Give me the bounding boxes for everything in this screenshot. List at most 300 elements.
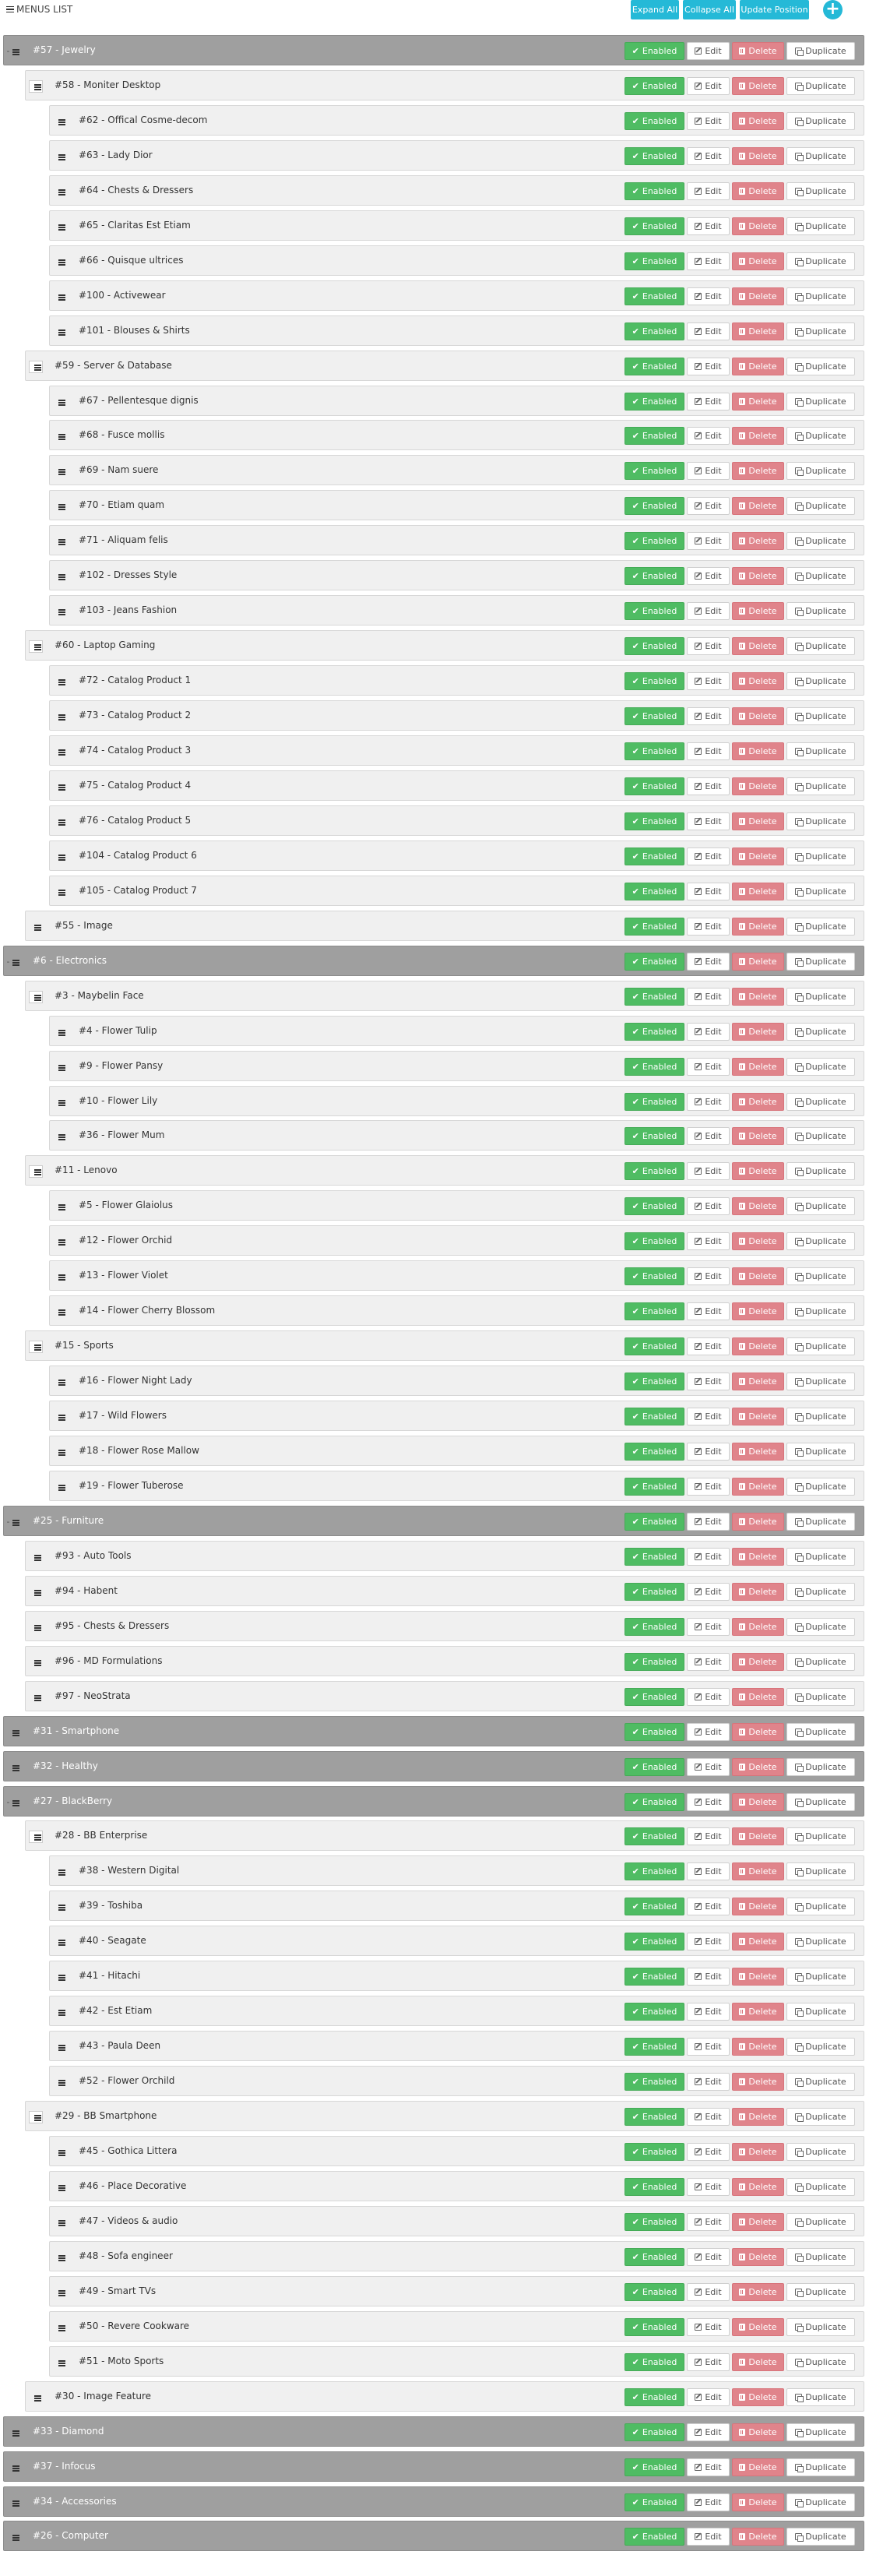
delete-button[interactable] — [732, 217, 784, 235]
menu-item-row[interactable] — [49, 735, 864, 766]
enabled-toggle-button[interactable] — [624, 1827, 684, 1845]
duplicate-button[interactable] — [786, 532, 855, 550]
drag-handle-icon[interactable] — [7, 1516, 21, 1528]
duplicate-button[interactable] — [786, 1093, 855, 1111]
delete-button[interactable] — [732, 1758, 784, 1776]
enabled-toggle-button[interactable] — [624, 637, 684, 655]
delete-button[interactable] — [732, 2073, 784, 2091]
delete-button[interactable] — [732, 252, 784, 270]
drag-handle-icon[interactable] — [53, 675, 67, 688]
drag-handle-icon[interactable] — [53, 605, 67, 618]
menu-item-row[interactable] — [49, 665, 864, 696]
drag-handle-icon[interactable] — [53, 1096, 67, 1108]
enabled-toggle-button[interactable] — [624, 777, 684, 795]
menu-item-row[interactable] — [49, 2171, 864, 2201]
edit-button[interactable] — [687, 672, 730, 690]
menu-item-row[interactable] — [49, 770, 864, 801]
menu-item-row[interactable] — [49, 700, 864, 731]
duplicate-button[interactable] — [786, 1513, 855, 1531]
duplicate-button[interactable] — [786, 1933, 855, 1951]
add-menu-button[interactable]: + — [823, 0, 843, 19]
enabled-toggle-button[interactable] — [624, 252, 684, 270]
drag-handle-icon[interactable] — [53, 291, 67, 303]
enabled-toggle-button[interactable] — [624, 2073, 684, 2091]
edit-button[interactable] — [687, 2493, 730, 2511]
delete-button[interactable] — [732, 462, 784, 480]
menu-item-row[interactable] — [49, 210, 864, 241]
enabled-toggle-button[interactable] — [624, 393, 684, 411]
edit-button[interactable] — [687, 287, 730, 305]
delete-button[interactable] — [732, 1162, 784, 1180]
duplicate-button[interactable] — [786, 812, 855, 830]
edit-button[interactable] — [687, 2528, 730, 2546]
edit-button[interactable] — [687, 147, 730, 165]
drag-handle-icon[interactable] — [53, 1026, 67, 1038]
duplicate-button[interactable] — [786, 2143, 855, 2161]
enabled-toggle-button[interactable] — [624, 322, 684, 340]
edit-button[interactable] — [687, 77, 730, 95]
duplicate-button[interactable] — [786, 672, 855, 690]
enabled-toggle-button[interactable] — [624, 182, 684, 200]
enabled-toggle-button[interactable] — [624, 1933, 684, 1951]
delete-button[interactable] — [732, 1093, 784, 1111]
menu-item-row[interactable] — [49, 1225, 864, 1256]
drag-handle-icon[interactable] — [29, 1621, 43, 1633]
menu-item-row[interactable] — [25, 2381, 864, 2412]
delete-button[interactable] — [732, 1478, 784, 1496]
delete-button[interactable] — [732, 2528, 784, 2546]
drag-handle-icon[interactable] — [53, 1446, 67, 1458]
edit-button[interactable] — [687, 112, 730, 130]
enabled-toggle-button[interactable] — [624, 42, 684, 60]
delete-button[interactable] — [732, 602, 784, 620]
drag-handle-icon[interactable] — [29, 991, 43, 1003]
enabled-toggle-button[interactable] — [624, 2458, 684, 2476]
menu-item-row[interactable] — [49, 1016, 864, 1046]
delete-button[interactable] — [732, 1267, 784, 1285]
edit-button[interactable] — [687, 2143, 730, 2161]
edit-button[interactable] — [687, 2248, 730, 2266]
edit-button[interactable] — [687, 1373, 730, 1390]
delete-button[interactable] — [732, 1302, 784, 1320]
drag-handle-icon[interactable] — [7, 2531, 21, 2543]
enabled-toggle-button[interactable] — [624, 2213, 684, 2231]
drag-handle-icon[interactable] — [53, 2041, 67, 2053]
edit-button[interactable] — [687, 497, 730, 515]
drag-handle-icon[interactable] — [53, 886, 67, 898]
drag-handle-icon[interactable] — [53, 2076, 67, 2088]
expand-all-button[interactable]: Expand All — [631, 0, 679, 19]
menu-item-row[interactable] — [49, 595, 864, 625]
menu-item-row[interactable] — [3, 946, 864, 976]
drag-handle-icon[interactable] — [7, 45, 21, 58]
drag-handle-icon[interactable] — [29, 1341, 43, 1353]
menu-item-row[interactable] — [25, 981, 864, 1011]
duplicate-button[interactable] — [786, 1443, 855, 1461]
edit-button[interactable] — [687, 1093, 730, 1111]
duplicate-button[interactable] — [786, 988, 855, 1006]
delete-button[interactable] — [732, 777, 784, 795]
drag-handle-icon[interactable] — [29, 2111, 43, 2123]
duplicate-button[interactable] — [786, 707, 855, 725]
enabled-toggle-button[interactable] — [624, 1898, 684, 1915]
enabled-toggle-button[interactable] — [624, 1653, 684, 1671]
edit-button[interactable] — [687, 2003, 730, 2021]
delete-button[interactable] — [732, 812, 784, 830]
delete-button[interactable] — [732, 182, 784, 200]
drag-handle-icon[interactable] — [53, 745, 67, 758]
edit-button[interactable] — [687, 462, 730, 480]
drag-handle-icon[interactable] — [53, 781, 67, 793]
delete-button[interactable] — [732, 1653, 784, 1671]
menu-item-row[interactable] — [49, 1436, 864, 1466]
drag-handle-icon[interactable] — [53, 2216, 67, 2229]
delete-button[interactable] — [732, 497, 784, 515]
duplicate-button[interactable] — [786, 287, 855, 305]
delete-button[interactable] — [732, 1968, 784, 1986]
delete-button[interactable] — [732, 567, 784, 585]
delete-button[interactable] — [732, 1933, 784, 1951]
delete-button[interactable] — [732, 147, 784, 165]
drag-handle-icon[interactable] — [53, 1481, 67, 1493]
menu-item-row[interactable] — [3, 2521, 864, 2551]
enabled-toggle-button[interactable] — [624, 988, 684, 1006]
delete-button[interactable] — [732, 77, 784, 95]
duplicate-button[interactable] — [786, 2248, 855, 2266]
drag-handle-icon[interactable] — [53, 185, 67, 198]
menu-item-row[interactable] — [49, 1996, 864, 2026]
drag-handle-icon[interactable] — [53, 2356, 67, 2369]
edit-button[interactable] — [687, 742, 730, 760]
edit-button[interactable] — [687, 1583, 730, 1601]
duplicate-button[interactable] — [786, 2178, 855, 2196]
drag-handle-icon[interactable] — [7, 1761, 21, 1774]
menu-item-row[interactable] — [49, 1366, 864, 1396]
edit-button[interactable] — [687, 1232, 730, 1250]
menu-item-row[interactable] — [3, 1751, 864, 1781]
drag-handle-icon[interactable] — [7, 1726, 21, 1739]
edit-button[interactable] — [687, 1968, 730, 1986]
edit-button[interactable] — [687, 848, 730, 865]
delete-button[interactable] — [732, 2038, 784, 2056]
edit-button[interactable] — [687, 2318, 730, 2336]
edit-button[interactable] — [687, 393, 730, 411]
enabled-toggle-button[interactable] — [624, 2038, 684, 2056]
duplicate-button[interactable] — [786, 1688, 855, 1706]
edit-button[interactable] — [687, 217, 730, 235]
edit-button[interactable] — [687, 918, 730, 936]
drag-handle-icon[interactable] — [53, 851, 67, 863]
delete-button[interactable] — [732, 1688, 784, 1706]
menu-item-row[interactable] — [49, 175, 864, 206]
edit-button[interactable] — [687, 602, 730, 620]
enabled-toggle-button[interactable] — [624, 918, 684, 936]
delete-button[interactable] — [732, 2458, 784, 2476]
drag-handle-icon[interactable] — [29, 1656, 43, 1669]
delete-button[interactable] — [732, 1127, 784, 1145]
menu-item-row[interactable] — [49, 1855, 864, 1886]
enabled-toggle-button[interactable] — [624, 1723, 684, 1741]
edit-button[interactable] — [687, 1723, 730, 1741]
delete-button[interactable] — [732, 2248, 784, 2266]
edit-button[interactable] — [687, 1933, 730, 1951]
menu-item-row[interactable] — [49, 2276, 864, 2306]
drag-handle-icon[interactable] — [53, 1306, 67, 1318]
edit-button[interactable] — [687, 567, 730, 585]
duplicate-button[interactable] — [786, 1583, 855, 1601]
delete-button[interactable] — [732, 848, 784, 865]
edit-button[interactable] — [687, 1898, 730, 1915]
menu-item-row[interactable] — [49, 2206, 864, 2236]
enabled-toggle-button[interactable] — [624, 287, 684, 305]
drag-handle-icon[interactable] — [53, 1866, 67, 1878]
delete-button[interactable] — [732, 2318, 784, 2336]
menu-item-row[interactable] — [25, 1611, 864, 1641]
enabled-toggle-button[interactable] — [624, 953, 684, 971]
duplicate-button[interactable] — [786, 217, 855, 235]
enabled-toggle-button[interactable] — [624, 567, 684, 585]
enabled-toggle-button[interactable] — [624, 1337, 684, 1355]
menu-item-row[interactable] — [3, 35, 864, 65]
menu-item-row[interactable] — [3, 2486, 864, 2517]
duplicate-button[interactable] — [786, 1373, 855, 1390]
delete-button[interactable] — [732, 532, 784, 550]
enabled-toggle-button[interactable] — [624, 742, 684, 760]
drag-handle-icon[interactable] — [53, 1411, 67, 1423]
duplicate-button[interactable] — [786, 567, 855, 585]
enabled-toggle-button[interactable] — [624, 497, 684, 515]
delete-button[interactable] — [732, 2493, 784, 2511]
menu-item-row[interactable] — [49, 525, 864, 555]
duplicate-button[interactable] — [786, 2213, 855, 2231]
enabled-toggle-button[interactable] — [624, 1267, 684, 1285]
enabled-toggle-button[interactable] — [624, 1618, 684, 1636]
edit-button[interactable] — [687, 2178, 730, 2196]
duplicate-button[interactable] — [786, 1337, 855, 1355]
delete-button[interactable] — [732, 393, 784, 411]
menu-item-row[interactable] — [25, 630, 864, 661]
edit-button[interactable] — [687, 1267, 730, 1285]
edit-button[interactable] — [687, 1443, 730, 1461]
menu-item-row[interactable] — [3, 1786, 864, 1817]
duplicate-button[interactable] — [786, 1548, 855, 1566]
edit-button[interactable] — [687, 1653, 730, 1671]
edit-button[interactable] — [687, 2423, 730, 2441]
duplicate-button[interactable] — [786, 112, 855, 130]
drag-handle-icon[interactable] — [53, 1376, 67, 1388]
duplicate-button[interactable] — [786, 462, 855, 480]
enabled-toggle-button[interactable] — [624, 1443, 684, 1461]
drag-handle-icon[interactable] — [53, 115, 67, 128]
duplicate-button[interactable] — [786, 322, 855, 340]
edit-button[interactable] — [687, 1548, 730, 1566]
enabled-toggle-button[interactable] — [624, 147, 684, 165]
edit-button[interactable] — [687, 812, 730, 830]
edit-button[interactable] — [687, 2073, 730, 2091]
menu-item-row[interactable] — [49, 1086, 864, 1116]
edit-button[interactable] — [687, 1478, 730, 1496]
menu-item-row[interactable] — [49, 805, 864, 836]
duplicate-button[interactable] — [786, 1653, 855, 1671]
delete-button[interactable] — [732, 1023, 784, 1041]
enabled-toggle-button[interactable] — [624, 1793, 684, 1811]
enabled-toggle-button[interactable] — [624, 2493, 684, 2511]
drag-handle-icon[interactable] — [53, 1901, 67, 1913]
drag-handle-icon[interactable] — [53, 396, 67, 408]
duplicate-button[interactable] — [786, 1968, 855, 1986]
menu-item-row[interactable] — [49, 315, 864, 346]
drag-handle-icon[interactable] — [53, 2006, 67, 2018]
menu-item-row[interactable] — [49, 1471, 864, 1501]
delete-button[interactable] — [732, 672, 784, 690]
enabled-toggle-button[interactable] — [624, 1688, 684, 1706]
drag-handle-icon[interactable] — [7, 956, 21, 968]
menu-item-row[interactable] — [49, 840, 864, 871]
duplicate-button[interactable] — [786, 252, 855, 270]
menu-item-row[interactable] — [25, 2101, 864, 2131]
enabled-toggle-button[interactable] — [624, 1758, 684, 1776]
drag-handle-icon[interactable] — [53, 2286, 67, 2299]
duplicate-button[interactable] — [786, 742, 855, 760]
duplicate-button[interactable] — [786, 1197, 855, 1215]
menu-item-row[interactable] — [25, 1330, 864, 1361]
enabled-toggle-button[interactable] — [624, 1583, 684, 1601]
delete-button[interactable] — [732, 1443, 784, 1461]
menu-item-row[interactable] — [49, 1961, 864, 1991]
menu-item-row[interactable] — [25, 70, 864, 100]
drag-handle-icon[interactable] — [53, 326, 67, 338]
duplicate-button[interactable] — [786, 777, 855, 795]
drag-handle-icon[interactable] — [53, 430, 67, 442]
delete-button[interactable] — [732, 42, 784, 60]
enabled-toggle-button[interactable] — [624, 812, 684, 830]
drag-handle-icon[interactable] — [53, 500, 67, 513]
duplicate-button[interactable] — [786, 918, 855, 936]
enabled-toggle-button[interactable] — [624, 358, 684, 375]
drag-handle-icon[interactable] — [53, 1971, 67, 1983]
duplicate-button[interactable] — [786, 182, 855, 200]
edit-button[interactable] — [687, 637, 730, 655]
enabled-toggle-button[interactable] — [624, 1968, 684, 1986]
drag-handle-icon[interactable] — [53, 220, 67, 233]
duplicate-button[interactable] — [786, 1793, 855, 1811]
duplicate-button[interactable] — [786, 1058, 855, 1076]
enabled-toggle-button[interactable] — [624, 462, 684, 480]
enabled-toggle-button[interactable] — [624, 1093, 684, 1111]
delete-button[interactable] — [732, 742, 784, 760]
enabled-toggle-button[interactable] — [624, 2108, 684, 2126]
delete-button[interactable] — [732, 1862, 784, 1880]
enabled-toggle-button[interactable] — [624, 2388, 684, 2406]
duplicate-button[interactable] — [786, 1478, 855, 1496]
duplicate-button[interactable] — [786, 2458, 855, 2476]
edit-button[interactable] — [687, 707, 730, 725]
drag-handle-icon[interactable] — [29, 2391, 43, 2404]
drag-handle-icon[interactable] — [53, 570, 67, 583]
delete-button[interactable] — [732, 1583, 784, 1601]
duplicate-button[interactable] — [786, 953, 855, 971]
edit-button[interactable] — [687, 1827, 730, 1845]
delete-button[interactable] — [732, 1723, 784, 1741]
menu-item-row[interactable] — [25, 1155, 864, 1186]
delete-button[interactable] — [732, 427, 784, 445]
enabled-toggle-button[interactable] — [624, 532, 684, 550]
delete-button[interactable] — [732, 918, 784, 936]
edit-button[interactable] — [687, 2108, 730, 2126]
edit-button[interactable] — [687, 1793, 730, 1811]
drag-handle-icon[interactable] — [53, 710, 67, 723]
edit-button[interactable] — [687, 1058, 730, 1076]
enabled-toggle-button[interactable] — [624, 112, 684, 130]
duplicate-button[interactable] — [786, 848, 855, 865]
edit-button[interactable] — [687, 953, 730, 971]
duplicate-button[interactable] — [786, 147, 855, 165]
edit-button[interactable] — [687, 1513, 730, 1531]
drag-handle-icon[interactable] — [53, 150, 67, 163]
edit-button[interactable] — [687, 1302, 730, 1320]
drag-handle-icon[interactable] — [7, 2426, 21, 2439]
enabled-toggle-button[interactable] — [624, 2283, 684, 2301]
duplicate-button[interactable] — [786, 1232, 855, 1250]
delete-button[interactable] — [732, 1513, 784, 1531]
duplicate-button[interactable] — [786, 1862, 855, 1880]
drag-handle-icon[interactable] — [29, 1165, 43, 1178]
duplicate-button[interactable] — [786, 2388, 855, 2406]
menu-item-row[interactable] — [49, 1260, 864, 1291]
drag-handle-icon[interactable] — [29, 1691, 43, 1704]
edit-button[interactable] — [687, 2458, 730, 2476]
enabled-toggle-button[interactable] — [624, 2178, 684, 2196]
delete-button[interactable] — [732, 1898, 784, 1915]
enabled-toggle-button[interactable] — [624, 883, 684, 900]
menu-item-row[interactable] — [49, 490, 864, 520]
enabled-toggle-button[interactable] — [624, 2143, 684, 2161]
duplicate-button[interactable] — [786, 1898, 855, 1915]
duplicate-button[interactable] — [786, 883, 855, 900]
edit-button[interactable] — [687, 1162, 730, 1180]
enabled-toggle-button[interactable] — [624, 602, 684, 620]
duplicate-button[interactable] — [786, 602, 855, 620]
delete-button[interactable] — [732, 1618, 784, 1636]
menu-item-row[interactable] — [49, 876, 864, 906]
delete-button[interactable] — [732, 988, 784, 1006]
delete-button[interactable] — [732, 1232, 784, 1250]
duplicate-button[interactable] — [786, 393, 855, 411]
collapse-toggle-icon[interactable]: - — [6, 1517, 10, 1527]
menu-item-row[interactable] — [25, 1576, 864, 1606]
delete-button[interactable] — [732, 2003, 784, 2021]
duplicate-button[interactable] — [786, 2283, 855, 2301]
edit-button[interactable] — [687, 2213, 730, 2231]
enabled-toggle-button[interactable] — [624, 2003, 684, 2021]
delete-button[interactable] — [732, 2283, 784, 2301]
menu-item-row[interactable] — [49, 1295, 864, 1326]
enabled-toggle-button[interactable] — [624, 1513, 684, 1531]
drag-handle-icon[interactable] — [53, 535, 67, 548]
enabled-toggle-button[interactable] — [624, 1232, 684, 1250]
delete-button[interactable] — [732, 2143, 784, 2161]
drag-handle-icon[interactable] — [53, 255, 67, 268]
duplicate-button[interactable] — [786, 1408, 855, 1425]
delete-button[interactable] — [732, 1408, 784, 1425]
menu-item-row[interactable] — [25, 1681, 864, 1711]
duplicate-button[interactable] — [786, 427, 855, 445]
edit-button[interactable] — [687, 42, 730, 60]
drag-handle-icon[interactable] — [53, 2321, 67, 2334]
menu-item-row[interactable] — [3, 2416, 864, 2447]
drag-handle-icon[interactable] — [29, 1551, 43, 1563]
edit-button[interactable] — [687, 2388, 730, 2406]
